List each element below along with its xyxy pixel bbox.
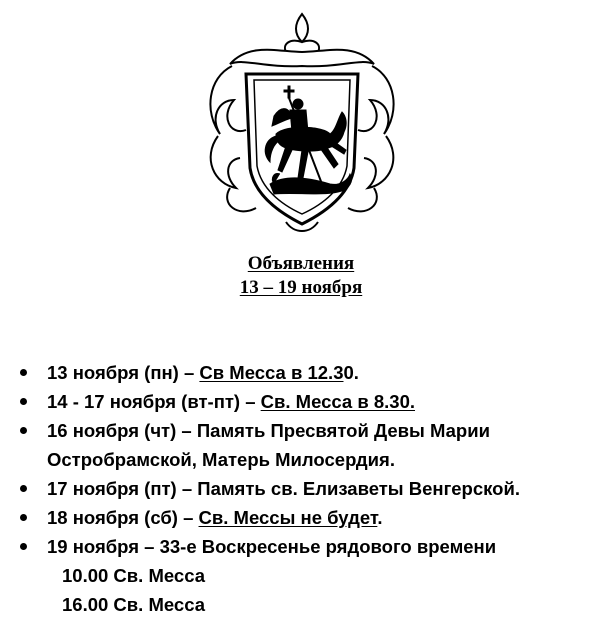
list-item: 18 ноября (сб) – Св. Мессы не будет.	[0, 503, 600, 532]
announcement-list	[0, 358, 600, 619]
list-item: 13 ноября (пн) – Св Месса в 12.30.	[0, 358, 600, 387]
coat-of-arms-icon	[190, 8, 414, 240]
list-item: 17 ноября (пт) – Память св. Елизаветы Венгерской.	[0, 474, 600, 503]
mass-link: Св Месса в 12.3	[199, 362, 344, 383]
bullet-icon	[20, 514, 27, 521]
bullet-icon	[20, 427, 27, 434]
bullet-icon	[20, 398, 27, 405]
mass-time: 10.00 Св. Месса	[62, 565, 205, 586]
no-mass-notice: Св. Мессы не будет	[198, 507, 378, 528]
page-title: Объявления	[247, 253, 355, 274]
bullet-icon	[20, 369, 27, 376]
list-item: 16 ноября (чт) – Память Пресвятой Девы Марии Остробрамской, Матерь Милосердия.	[0, 416, 600, 474]
bullet-icon	[20, 485, 27, 492]
mass-link: Св. Месса в 8.30.	[260, 391, 416, 412]
list-item: 19 ноября – 33-е Воскресенье рядового времени	[0, 532, 600, 561]
mass-time: 16.00 Св. Месса	[62, 594, 205, 615]
list-item: 14 - 17 ноября (вт-пт) – Св. Месса в 8.30.	[0, 387, 600, 416]
bullet-icon	[20, 543, 27, 550]
date-range: 13 – 19 ноября	[239, 277, 363, 298]
